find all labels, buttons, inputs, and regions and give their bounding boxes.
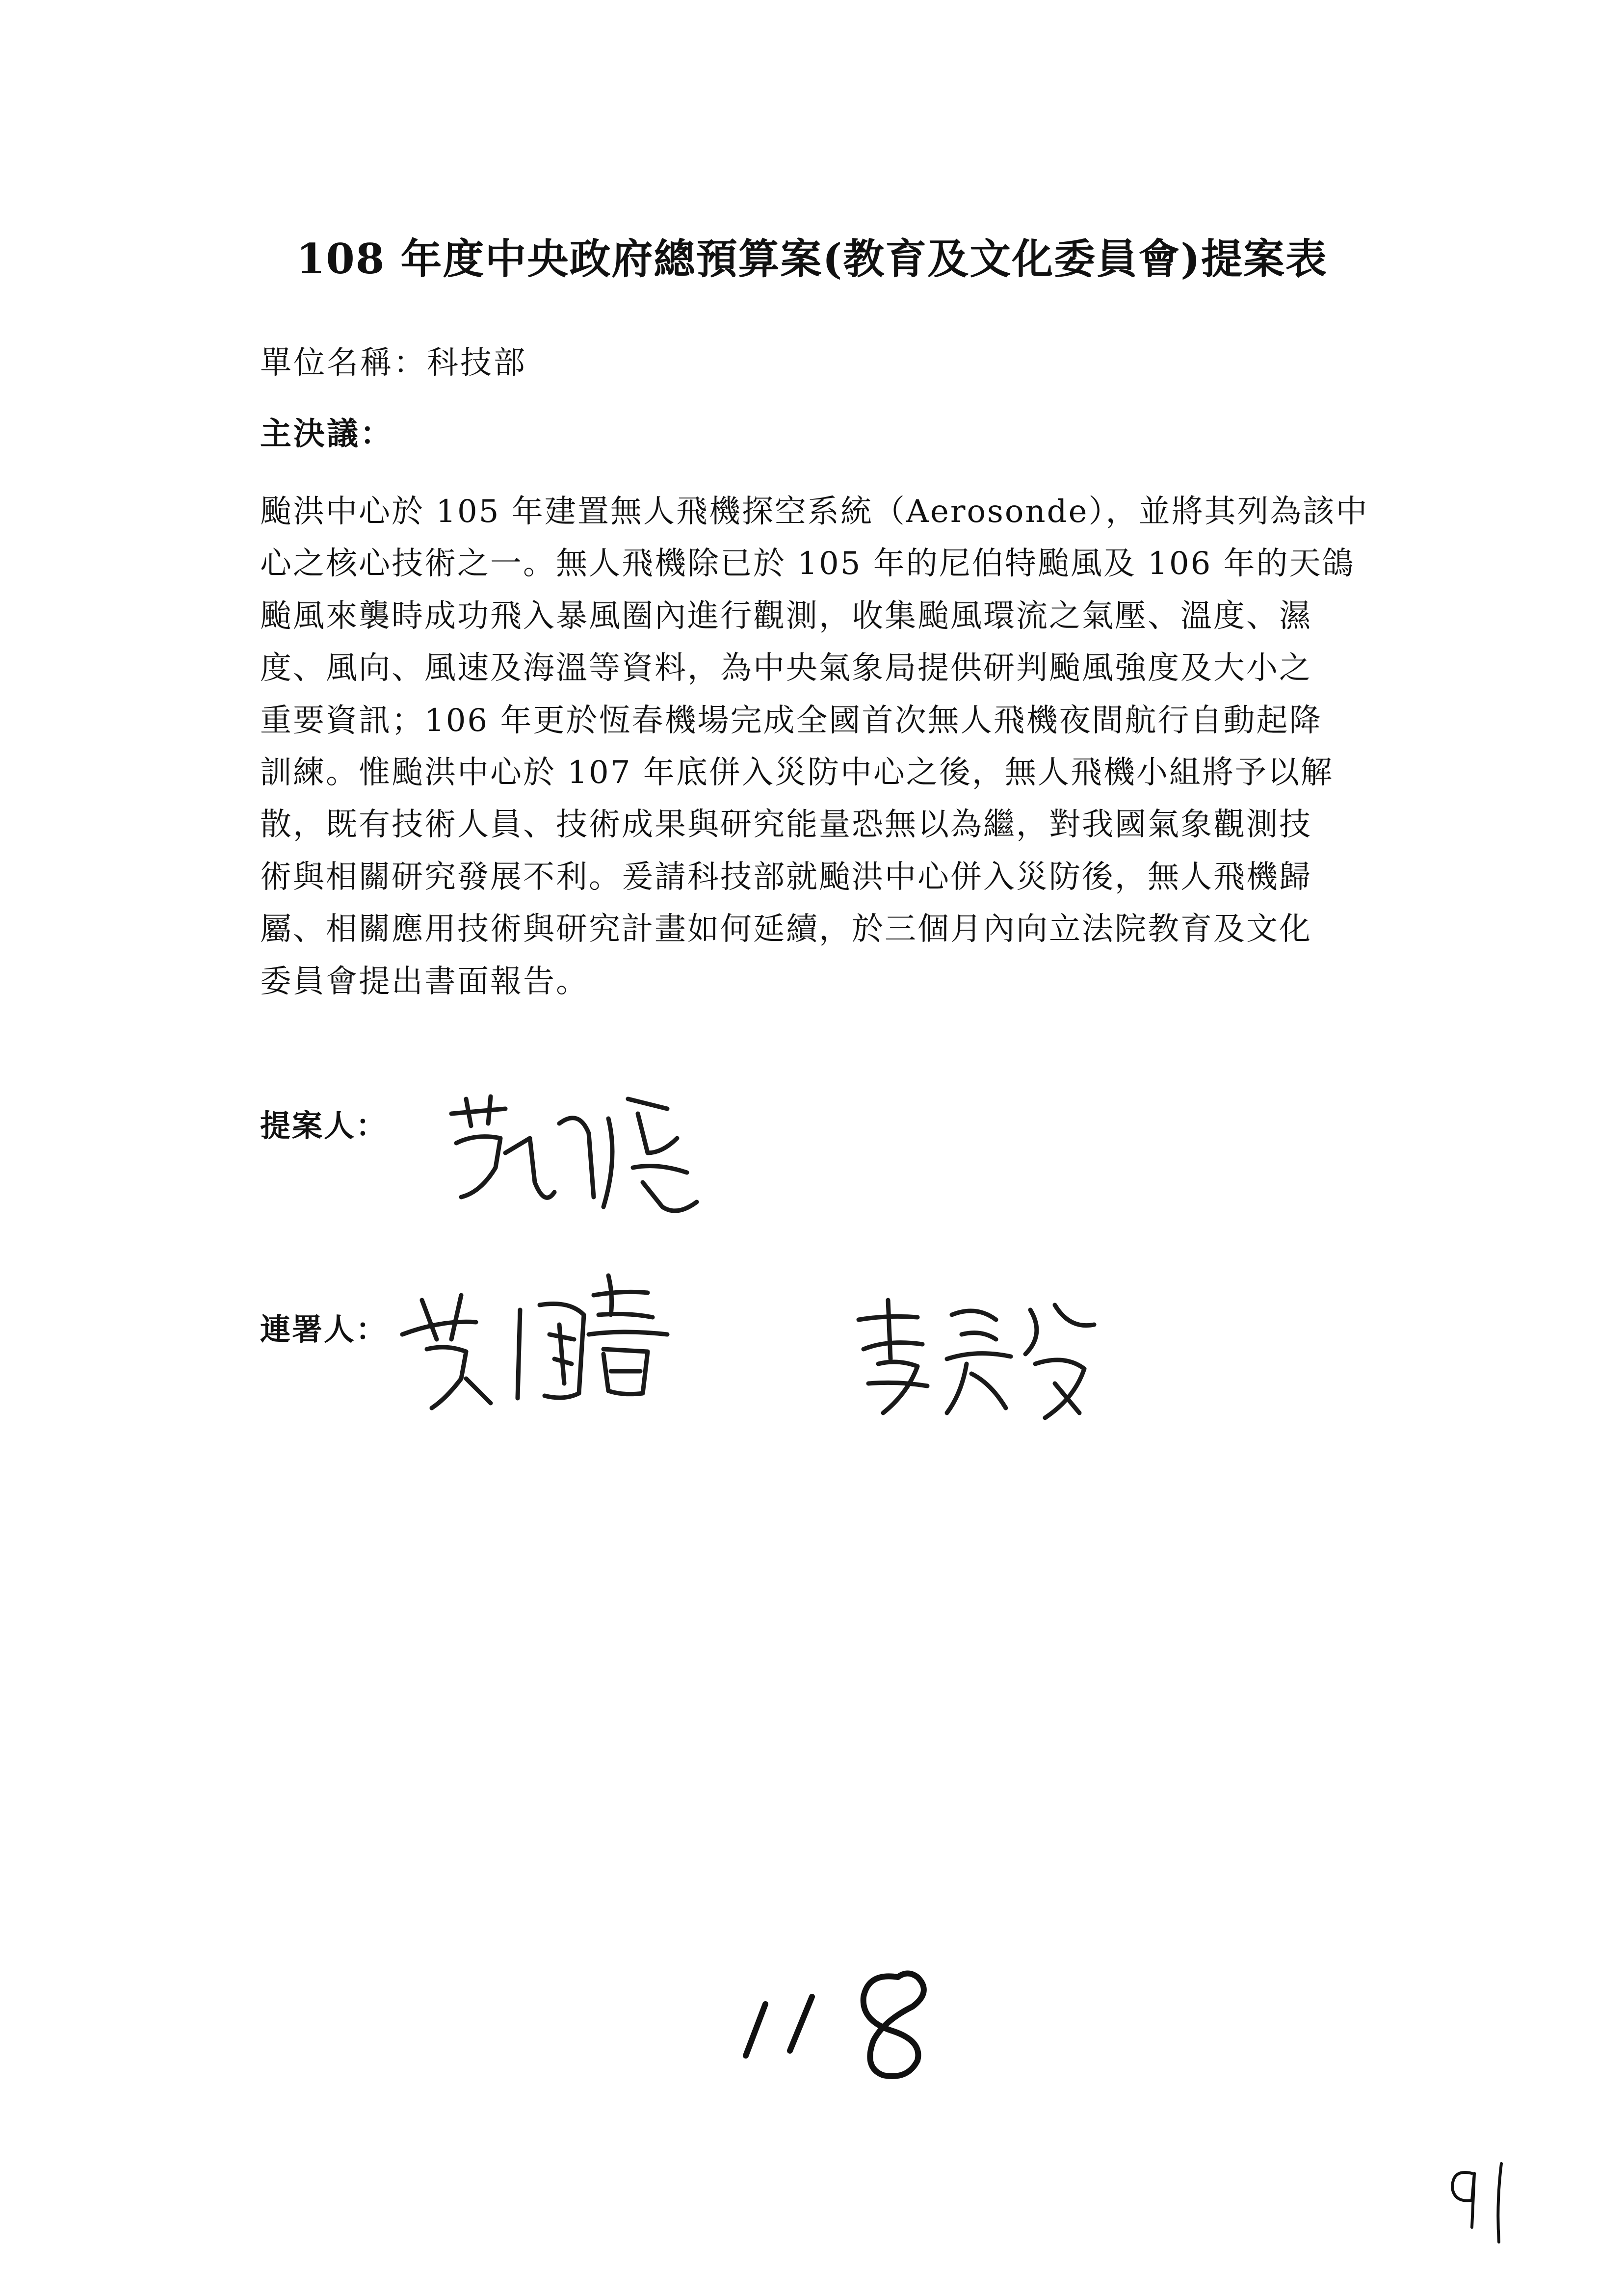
resolution-heading: 主決議： <box>260 416 393 452</box>
body-line: 心之核心技術之一。無人飛機除已於 105 年的尼伯特颱風及 106 年的天鴿 <box>260 546 1355 582</box>
body-line: 颱洪中心於 105 年建置無人飛機探空系統（Aerosonde），並將其列為該中 <box>260 494 1369 530</box>
cosigner-label: 連署人： <box>260 1311 388 1347</box>
body-line: 重要資訊；106 年更於恆春機場完成全國首次無人飛機夜間航行自動起降 <box>260 702 1322 739</box>
resolution-body <box>260 486 1408 1008</box>
body-line: 颱風來襲時成功飛入暴風圈內進行觀測，收集颱風環流之氣壓、溫度、濕 <box>260 598 1312 634</box>
body-line: 散，既有技術人員、技術成果與研究能量恐無以為繼，對我國氣象觀測技 <box>260 807 1312 843</box>
body-line: 屬、相關應用技術與研究計畫如何延續，於三個月內向立法院教育及文化 <box>260 911 1312 948</box>
document-title: 108 年度中央政府總預算案(教育及文化委員會)提案表 <box>296 235 1328 283</box>
cosigner-signature-1 <box>393 1266 707 1423</box>
unit-label: 單位名稱： <box>260 345 427 381</box>
body-line: 度、風向、風速及海溫等資料，為中央氣象局提供研判颱風強度及大小之 <box>260 650 1312 687</box>
unit-line <box>260 339 527 388</box>
body-line: 訓練。惟颱洪中心於 107 年底併入災防中心之後，無人飛機小組將予以解 <box>260 755 1334 791</box>
unit-name: 科技部 <box>427 345 527 381</box>
handwritten-page-number <box>707 1957 962 2085</box>
proposer-label: 提案人： <box>260 1108 388 1144</box>
proposer-signature <box>432 1079 707 1226</box>
body-line: 委員會提出書面報告。 <box>260 963 589 1000</box>
handwritten-stamp-number <box>1433 2144 1531 2257</box>
cosigner-signature-2 <box>849 1290 1104 1428</box>
body-line: 術與相關研究發展不利。爰請科技部就颱洪中心併入災防後，無人飛機歸 <box>260 859 1312 895</box>
